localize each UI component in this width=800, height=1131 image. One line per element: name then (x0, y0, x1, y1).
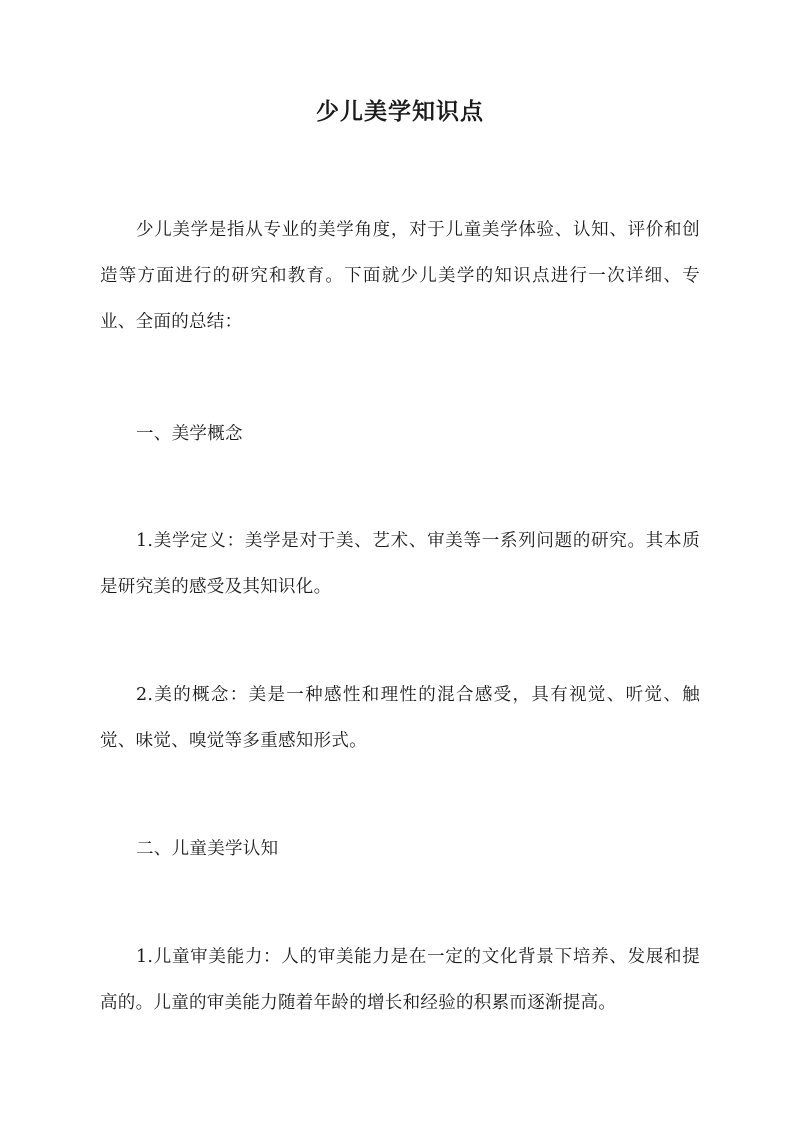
section-heading-concept: 一、美学概念 (136, 424, 243, 444)
paragraph-aesthetics-definition: 1.美学定义：美学是对于美、艺术、审美等一系列问题的研究。其本质是研究美的感受及其知识化。 (100, 531, 700, 597)
section-heading-child-cognition: 二、儿童美学认知 (136, 839, 279, 859)
document-title: 少儿美学知识点 (316, 98, 484, 125)
intro-paragraph: 少儿美学是指从专业的美学角度，对于儿童美学体验、认知、评价和创造等方面进行的研究和教育。下面就少儿美学的知识点进行一次详细、专业、全面的总结： (100, 220, 700, 332)
paragraph-beauty-concept: 2.美的概念：美是一种感性和理性的混合感受，具有视觉、听觉、触觉、味觉、嗅觉等多重感知形式。 (100, 685, 700, 751)
paragraph-child-aesthetic-ability: 1.儿童审美能力：人的审美能力是在一定的文化背景下培养、发展和提高的。儿童的审美能力随着年龄的增长和经验的积累而逐渐提高。 (100, 947, 700, 1013)
